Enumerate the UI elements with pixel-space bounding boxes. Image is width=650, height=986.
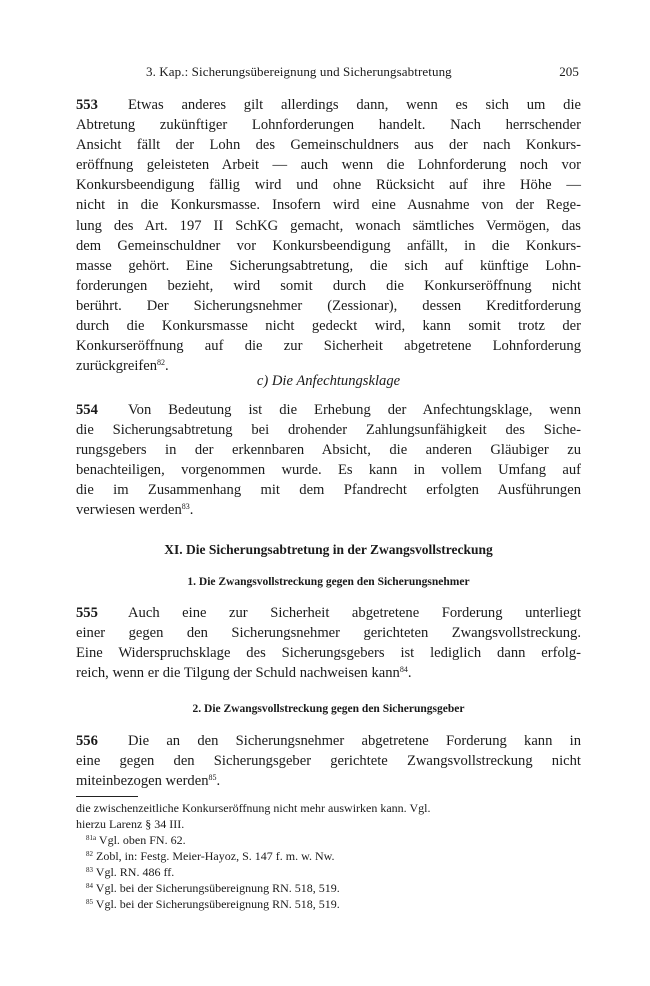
paragraph-line: benachteiligen, vorgenommen wurde. Es kann in vollem Umfang auf [76, 462, 581, 479]
footnote-ref[interactable]: 85 [208, 773, 217, 783]
line-text: miteinbezogen werden [76, 773, 209, 790]
paragraph-line: einer gegen den Sicherungsnehmer gerichteten Zwangsvollstreckung. [76, 625, 581, 642]
footnote-text: Vgl. bei der Sicherungsübereignung RN. 518, 519. [95, 881, 340, 895]
paragraph-line: berührt. Der Sicherungsnehmer (Zessionar), dessen Kreditforderung [76, 297, 581, 314]
margin-number: 554 [76, 402, 98, 418]
paragraph-line: durch die Konkursmasse nicht gedeckt wird, kann somit trotz der [76, 318, 581, 335]
line-text: Von Bedeutung ist die Erhebung der Anfechtungsklage, wenn [128, 402, 581, 418]
line-end: . [165, 358, 169, 375]
subheading-2: 2. Die Zwangsvollstreckung gegen den Sicherungsgeber [192, 703, 465, 715]
paragraph-line: die Sicherungsabtretung bei drohender Zahlungsunfähigkeit des Siche- [76, 422, 581, 439]
footnote-continuation: die zwischenzeitliche Konkurseröffnung nicht mehr auswirken kann. Vgl. [76, 801, 431, 815]
footnote-ref[interactable]: 84 [399, 665, 408, 675]
paragraph-line [76, 731, 581, 751]
margin-number: 556 [76, 733, 98, 749]
paragraph-line: forderungen bezieht, wird somit durch die Konkurseröffnung nicht [76, 277, 581, 294]
footnote-84 [76, 880, 581, 896]
paragraph-555 [76, 603, 581, 683]
line-end: . [407, 665, 412, 682]
paragraph-line: Eine Widerspruchsklage des Sicherungsgebers ist lediglich dann erfolg- [76, 645, 581, 662]
paragraph-553 [76, 95, 581, 376]
footnote-mark: 83 [86, 866, 93, 874]
footnotes [76, 800, 581, 912]
line-text: zurückgreifen [76, 358, 158, 375]
paragraph-554 [76, 400, 581, 521]
paragraph-line: dem Gemeinschuldner vor Konkursbeendigung anfällt, in die Konkurs- [76, 237, 581, 254]
footnote-mark: 85 [86, 898, 93, 906]
section-heading-c: c) Die Anfechtungsklage [256, 373, 401, 389]
line-text: Die an den Sicherungsnehmer abgetretene Forderung kann in [128, 733, 581, 749]
footnote-continuation: hierzu Larenz § 34 III. [76, 817, 185, 831]
paragraph-line: die im Zusammenhang mit dem Pfandrecht erfolgten Ausführungen [76, 482, 581, 499]
margin-number: 553 [76, 97, 98, 113]
paragraph-556 [76, 731, 581, 791]
paragraph-line: rungsgebers in der erkennbaren Absicht, die anderen Gläubiger zu [76, 442, 581, 459]
footnote-text: Vgl. oben FN. 62. [98, 833, 186, 847]
running-head-title: 3. Kap.: Sicherungsübereignung und Sicherungsabtretung [146, 64, 452, 79]
paragraph-line: eröffnung geleisteten Arbeit — auch wenn die Lohnforderung noch vor [76, 157, 581, 174]
line-end: . [189, 502, 194, 519]
paragraph-line: Konkursbeendigung fällig wird und ohne Rücksicht auf ihre Höhe — [76, 177, 581, 194]
subheading-1: 1. Die Zwangsvollstreckung gegen den Sicherungsnehmer [187, 576, 470, 588]
line-text: verwiesen werden [76, 502, 182, 519]
line-end: . [216, 773, 221, 790]
footnote-text: Zobl, in: Festg. Meier-Hayoz, S. 147 f. m. w. Nw. [96, 849, 335, 863]
footnote-82 [76, 848, 581, 864]
footnote-mark: 84 [86, 882, 93, 890]
line-text: Etwas anderes gilt allerdings dann, wenn es sich um die [128, 97, 581, 113]
footnote-text: Vgl. bei der Sicherungsübereignung RN. 518, 519. [95, 897, 340, 911]
paragraph-line: Ansicht fällt der Lohn des Gemeinschuldners aus der nach Konkurs- [76, 137, 581, 154]
footnote-81a [76, 832, 581, 848]
line-text: reich, wenn er die Tilgung der Schuld nachweisen kann [76, 665, 400, 682]
page-number: 205 [559, 64, 579, 79]
paragraph-line: masse gehört. Eine Sicherungsabtretung, die sich auf künftige Lohn- [76, 257, 581, 274]
paragraph-line: eine gegen den Sicherungsgeber gerichtete Zwangsvollstreckung nicht [76, 753, 581, 770]
footnote-mark: 82 [86, 850, 93, 858]
footnote-85 [76, 896, 581, 912]
chapter-heading-xi: XI. Die Sicherungsabtretung in der Zwangsvollstreckung [164, 542, 493, 557]
footnote-text: Vgl. RN. 486 ff. [95, 865, 175, 879]
footnote-ref[interactable]: 82 [157, 358, 166, 368]
paragraph-line [76, 400, 581, 420]
paragraph-line [76, 771, 581, 791]
footnote-83 [76, 864, 581, 880]
paragraph-line [76, 500, 581, 520]
paragraph-line: nicht in die Konkursmasse. Insofern wird eine Ausnahme von der Rege- [76, 197, 581, 214]
paragraph-line: Konkurseröffnung auf die zur Sicherheit abgetretene Lohnforderung [76, 338, 581, 355]
footnote-separator [76, 796, 138, 797]
footnote-mark: 81a [86, 834, 97, 842]
paragraph-line [76, 663, 581, 683]
paragraph-line [76, 95, 581, 115]
paragraph-line: Abtretung zukünftiger Lohnforderungen handelt. Nach herrschender [76, 117, 581, 134]
paragraph-line [76, 603, 581, 623]
margin-number: 555 [76, 605, 98, 621]
footnote-ref[interactable]: 83 [181, 502, 190, 512]
paragraph-line: lung des Art. 197 II SchKG gemacht, wonach sämtliches Vermögen, das [76, 217, 581, 234]
line-text: Auch eine zur Sicherheit abgetretene Forderung unterliegt [128, 605, 581, 621]
